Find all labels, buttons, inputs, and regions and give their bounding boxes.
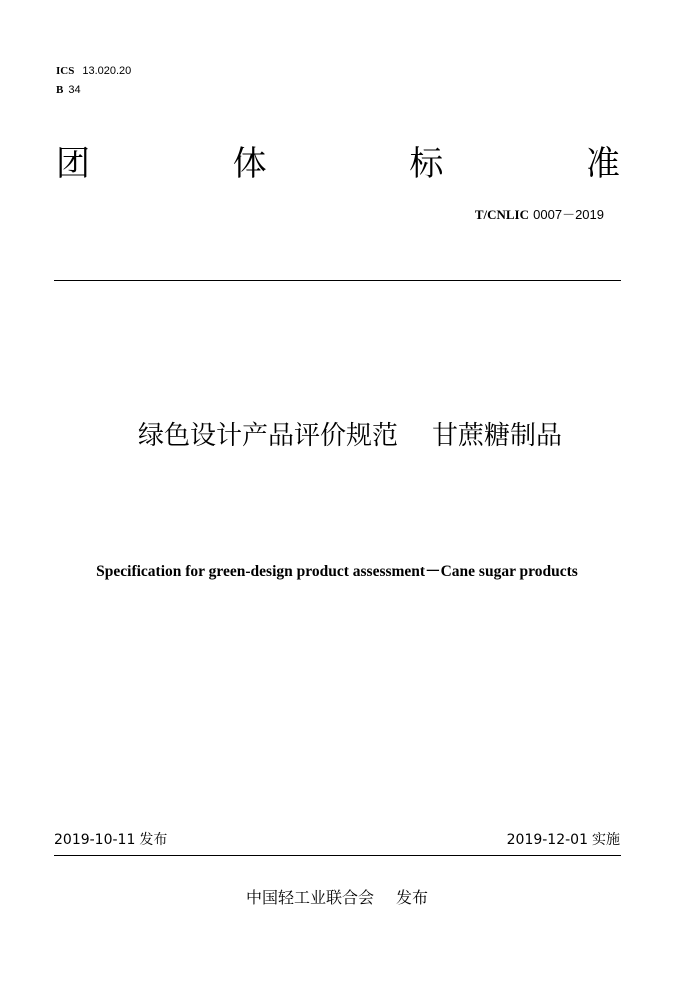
ccs-classification bbox=[56, 83, 81, 97]
chinese-title bbox=[0, 416, 700, 456]
standard-code bbox=[475, 206, 604, 225]
standard-type-char: 准 bbox=[585, 144, 620, 184]
bottom-divider bbox=[54, 855, 621, 856]
standard-code-number: 0007－2019 bbox=[533, 207, 604, 222]
standard-type-heading bbox=[56, 142, 620, 186]
standard-code-prefix: T/CNLIC bbox=[474, 207, 530, 222]
implement-date-line bbox=[507, 830, 620, 850]
publish-date: 2019-10-11 bbox=[54, 832, 136, 848]
ics-classification bbox=[56, 64, 131, 78]
standard-type-char: 体 bbox=[232, 144, 267, 184]
publisher-action: 发布 bbox=[396, 888, 429, 907]
implement-date: 2019-12-01 bbox=[506, 832, 588, 848]
publish-label: 发布 bbox=[139, 832, 168, 848]
standard-type-char: 标 bbox=[409, 144, 444, 184]
implement-label: 实施 bbox=[592, 832, 620, 848]
top-divider bbox=[54, 280, 621, 281]
ics-label: ICS bbox=[56, 65, 75, 77]
chinese-title-sub: 甘蔗糖制品 bbox=[432, 421, 563, 451]
publish-date-line bbox=[54, 830, 167, 850]
publisher-name: 中国轻工业联合会 bbox=[245, 888, 374, 907]
chinese-title-main: 绿色设计产品评价规范 bbox=[137, 421, 398, 451]
ccs-value: 34 bbox=[68, 84, 81, 96]
english-title: Specification for green-design product assessment－Cane sugar products bbox=[96, 563, 578, 580]
ccs-label: B bbox=[56, 84, 64, 96]
ics-value: 13.020.20 bbox=[82, 65, 132, 77]
standard-type-char: 团 bbox=[56, 144, 90, 184]
publisher-line bbox=[0, 887, 674, 909]
